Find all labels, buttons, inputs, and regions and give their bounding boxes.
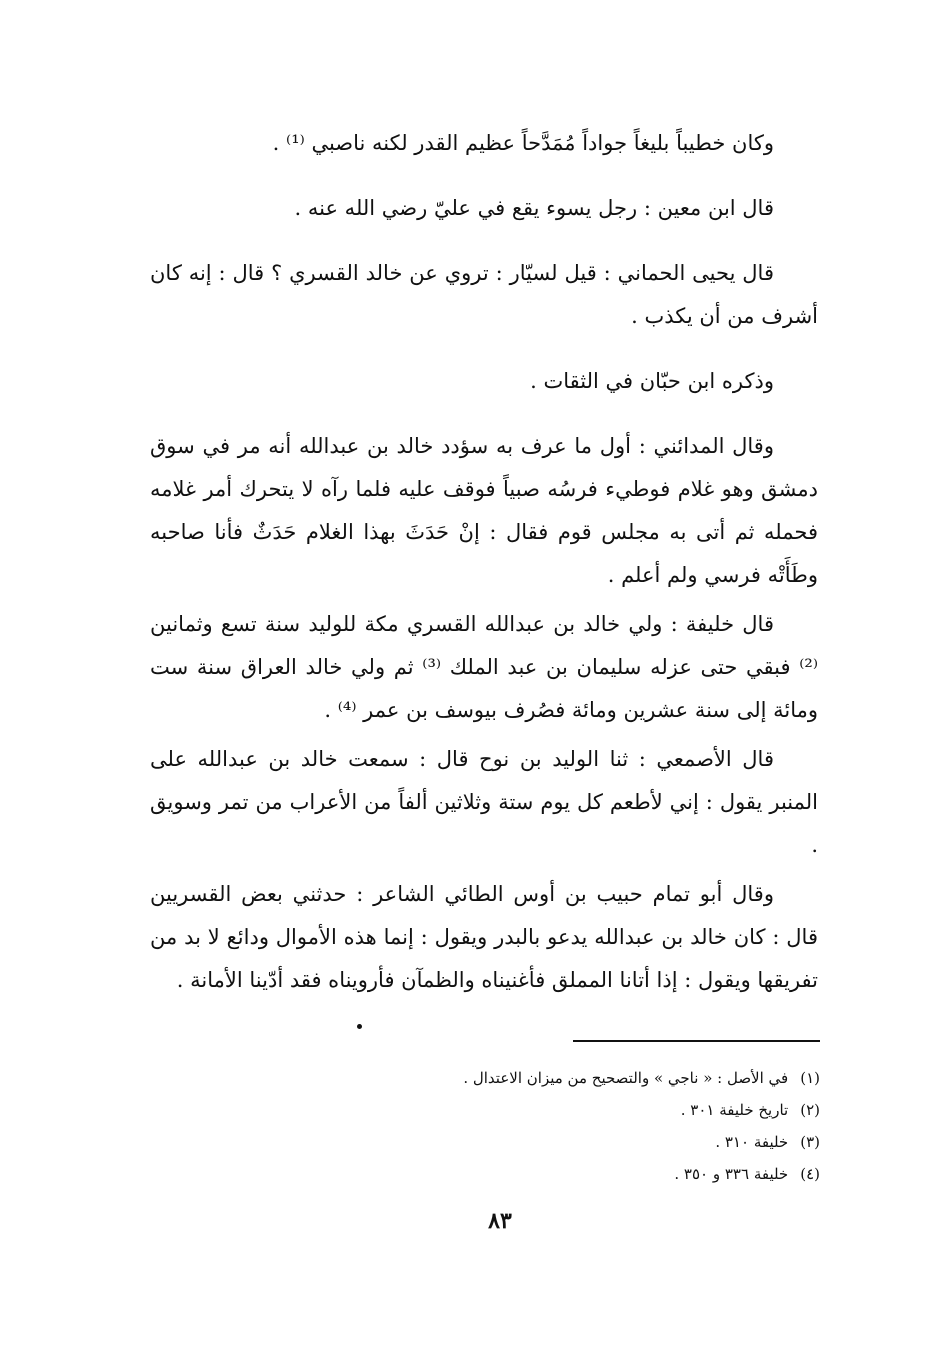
paragraph-1: وكان خطيباً بليغاً جواداً مُمَدَّحاً عظيم القدر لكنه ناصبي ⁽¹⁾ . bbox=[272, 131, 774, 155]
footnote-item bbox=[300, 1094, 820, 1126]
footnote-text: في الأصل : « ناجي » والتصحيح من ميزان الاعتدال . bbox=[463, 1069, 789, 1087]
paragraph-2: قال ابن معين : رجل يسوء يقع في عليّ رضي الله عنه . bbox=[294, 196, 774, 220]
footnote-number: (١) bbox=[800, 1069, 820, 1087]
footnotes bbox=[300, 1062, 820, 1190]
paragraph-8: وقال أبو تمام حبيب بن أوس الطائي الشاعر : حدثني بعض القسريين قال : كان خالد بن عبدالله يدعو بالبدر ويقول : إنما هذه الأموال ودائع لا بد من تفريقها ويقول : إذا أتانا المملق فأغنيناه والظمآن فأرويناه فقد أدّينا الأمانة . bbox=[150, 882, 818, 992]
stray-dot-mark bbox=[357, 1024, 362, 1029]
paragraph-7: قال الأصمعي : ثنا الوليد بن نوح قال : سمعت خالد بن عبدالله على المنبر يقول : إني لأطعم كل يوم ستة وثلاثين ألفاً من الأعراب من تمر وسويق . bbox=[150, 747, 818, 857]
page-number: ٨٣ bbox=[488, 1208, 512, 1234]
paragraph-4: وذكره ابن حبّان في الثقات . bbox=[530, 369, 774, 393]
footnote-item bbox=[300, 1126, 820, 1158]
footnote-number: (٢) bbox=[800, 1101, 820, 1119]
footnote-text: خليفة ٣١٠ . bbox=[715, 1133, 789, 1151]
footnote-item bbox=[300, 1158, 820, 1190]
footnote-text: خليفة ٣٣٦ و ٣٥٠ . bbox=[674, 1165, 789, 1183]
footnote-text: تاريخ خليفة ٣٠١ . bbox=[680, 1101, 789, 1119]
footnote-number: (٤) bbox=[800, 1165, 820, 1183]
paragraph-3: قال يحيى الحماني : قيل لسيّار : تروي عن خالد القسري ؟ قال : إنه كان أشرف من أن يكذب . bbox=[150, 261, 818, 328]
footnote-number: (٣) bbox=[800, 1133, 820, 1151]
footnote-divider bbox=[573, 1040, 820, 1042]
footnote-item bbox=[300, 1062, 820, 1094]
paragraph-6: قال خليفة : ولي خالد بن عبدالله القسري مكة للوليد سنة تسع وثمانين ⁽²⁾ فبقي حتى عزله سليمان بن عبد الملك ⁽³⁾ ثم ولي خالد العراق سنة ست ومائة إلى سنة عشرين ومائة فصُرف بيوسف بن عمر ⁽⁴⁾ . bbox=[150, 612, 818, 722]
paragraph-5: وقال المدائني : أول ما عرف به سؤدد خالد بن عبدالله أنه مر في سوق دمشق وهو غلام فوطيء فرسُه صبياً فوقف عليه فلما رآه لا يتحرك أمر غلامه فحمله ثم أتى به مجلس قوم فقال : إنْ حَدَثَ بهذا الغلام حَدَثٌ فأنا صاحبه وطَأَتْه فرسي ولم أعلم . bbox=[150, 434, 818, 587]
main-text bbox=[150, 122, 818, 1002]
